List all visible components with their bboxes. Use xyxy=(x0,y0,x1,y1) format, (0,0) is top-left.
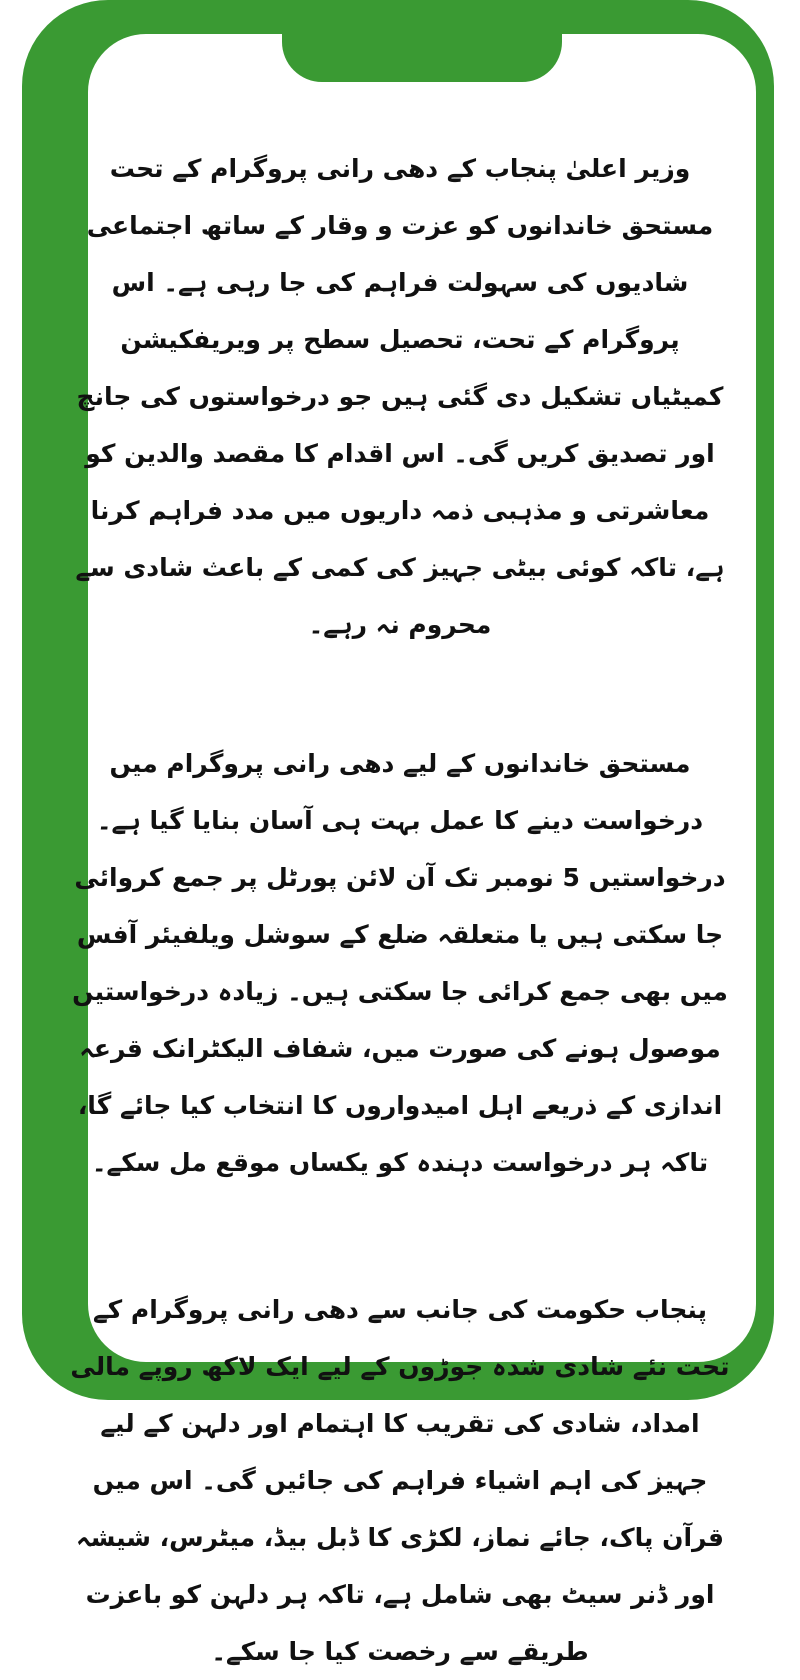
phone-notch xyxy=(282,0,562,82)
paragraph-intro: وزیر اعلیٰ پنجاب کے دھی رانی پروگرام کے تحت مستحق خاندانوں کو عزت و وقار کے ساتھ اجتماعی شادیوں کی سہولت فراہم کی جا رہی ہے۔ اس پروگرام کے تحت، تحصیل سطح پر ویریفکیشن کمیٹیاں تشکیل دی گئی ہیں جو درخواستوں کی جانچ اور تصدیق کریں گی۔ اس اقدام کا مقصد والدین کو معاشرتی و مذہبی ذمہ داریوں میں مدد فراہم کرنا ہے، تاکہ کوئی بیٹی جہیز کی کمی کے باعث شادی سے محروم نہ رہے۔ xyxy=(75,154,725,639)
article-body xyxy=(70,140,730,1680)
paragraph-application: مستحق خاندانوں کے لیے دھی رانی پروگرام میں درخواست دینے کا عمل بہت ہی آسان بنایا گیا ہے۔ درخواستیں 5 نومبر تک آن لائن پورٹل پر جمع کروائی جا سکتی ہیں یا متعلقہ ضلع کے سوشل ویلفیئر آفس میں بھی جمع کرائی جا سکتی ہیں۔ زیادہ درخواستیں موصول ہونے کی صورت میں، شفاف الیکٹرانک قرعہ اندازی کے ذریعے اہل امیدواروں کا انتخاب کیا جائے گا، تاکہ ہر درخواست دہندہ کو یکساں موقع مل سکے۔ xyxy=(72,749,728,1177)
paragraph-benefits: پنجاب حکومت کی جانب سے دھی رانی پروگرام کے تحت نئے شادی شدہ جوڑوں کے لیے ایک لاکھ روپے مالی امداد، شادی کی تقریب کا اہتمام اور دلہن کے لیے جہیز کی اہم اشیاء فراہم کی جائیں گی۔ اس میں قرآن پاک، جائے نماز، لکڑی کا ڈبل بیڈ، میٹرس، شیشہ اور ڈنر سیٹ بھی شامل ہے، تاکہ ہر دلہن کو باعزت طریقے سے رخصت کیا جا سکے۔ xyxy=(70,1295,730,1666)
